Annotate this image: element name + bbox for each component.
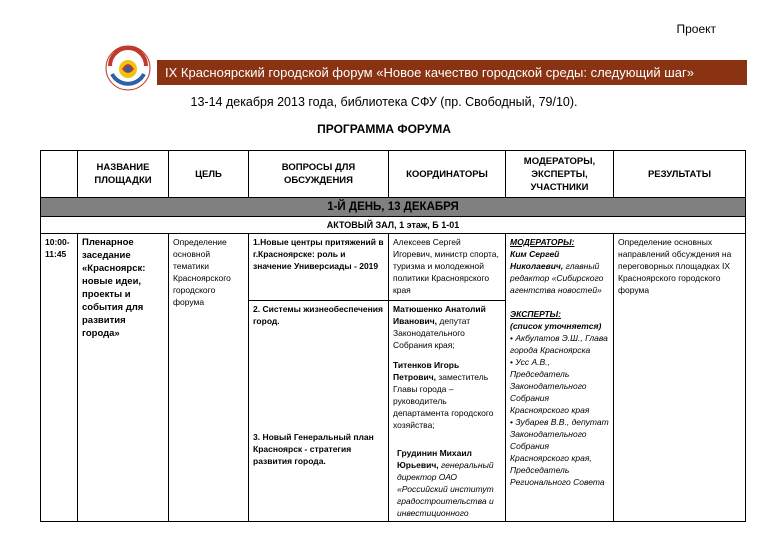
table-row [41, 234, 746, 522]
question-3: 3. Новый Генеральный план Красноярск - стратегия развития города. [253, 432, 374, 466]
draft-label: Проект [676, 22, 716, 36]
coordinator-4-role: генеральный директор ОАО «Российский институт градостроительства и инвестиционного [397, 460, 494, 518]
expert-2-name: Усс А.В., [515, 357, 550, 367]
expert-2 [510, 356, 609, 416]
header-coordinators: КООРДИНАТОРЫ [389, 151, 506, 198]
header-moderators: МОДЕРАТОРЫ, ЭКСПЕРТЫ, УЧАСТНИКИ [506, 151, 614, 198]
coordinator-3-role: заместитель Главы города – руководитель департамента городского хозяйства; [393, 372, 494, 430]
question-1: 1.Новые центры притяжений в г.Красноярске: роль и значение Универсиады - 2019 [253, 237, 384, 271]
header-time [41, 151, 78, 198]
header-venue: НАЗВАНИЕ ПЛОЩАДКИ [78, 151, 169, 198]
experts-heading: ЭКСПЕРТЫ: [510, 309, 562, 319]
session-venue: Пленарное заседание «Красноярск: новые идеи, проекты и события для развития города» [78, 234, 169, 522]
program-title: ПРОГРАММА ФОРУМА [317, 122, 451, 136]
forum-title-banner: IX Красноярский городской форум «Новое качество городской среды: следующий шаг» [157, 60, 747, 85]
header-questions: ВОПРОСЫ ДЛЯ ОБСУЖДЕНИЯ [249, 151, 389, 198]
hall-heading: АКТОВЫЙ ЗАЛ, 1 этаж, Б 1-01 [41, 217, 746, 234]
header-goal: ЦЕЛЬ [169, 151, 249, 198]
expert-3 [510, 416, 609, 488]
coordinator-2-role: депутат Законодательного Собрания края; [393, 316, 471, 350]
coordinator-2-name: Матюшенко Анатолий Иванович, [393, 304, 486, 326]
coordinator-3 [389, 353, 505, 433]
coordinator-2 [389, 300, 505, 353]
experts-note: (список уточняется) [510, 321, 602, 331]
forum-logo [104, 44, 152, 92]
day-heading: 1-Й ДЕНЬ, 13 ДЕКАБРЯ [41, 198, 746, 217]
coordinator-1: Алексеев Сергей Игоревич, министр спорта, туризма и молодежной политики Красноярского края [393, 237, 499, 295]
moderator-role: главный редактор «Сибирского агентства новостей» [510, 261, 604, 295]
expert-1-role: Глава города Красноярска [510, 333, 608, 355]
program-table [40, 150, 746, 522]
coordinator-4-name: Грудинин Михаил Юрьевич, [397, 448, 472, 470]
expert-3-name: Зубарев В.В., [515, 417, 570, 427]
session-time: 10:00-11:45 [41, 234, 78, 522]
moderator-name: Ким Сергей Николаевич, [510, 249, 564, 271]
expert-2-role: Председатель Законодательного Собрания Красноярского края [510, 369, 590, 415]
forum-date-location: 13-14 декабря 2013 года, библиотека СФУ (пр. Свободный, 79/10). [190, 95, 578, 109]
coordinator-3-name: Титенков Игорь Петрович, [393, 360, 460, 382]
session-goal: Определение основной тематики Красноярского городского форума [169, 234, 249, 522]
expert-1 [510, 332, 609, 356]
session-questions [249, 234, 389, 522]
expert-3-role: депутат Законодательного Собрания Красноярского края, Председатель Регионального Совета [510, 417, 609, 487]
day-row [41, 198, 746, 217]
hall-row [41, 217, 746, 234]
moderators-heading: МОДЕРАТОРЫ: [510, 237, 575, 247]
header-results: РЕЗУЛЬТАТЫ [614, 151, 746, 198]
table-header-row [41, 151, 746, 198]
coordinator-4 [389, 433, 505, 521]
moderator-entry [510, 248, 609, 296]
expert-1-name: Акбулатов Э.Ш., [515, 333, 583, 343]
session-results: Определение основных направлений обсуждения на переговорных площадках IX Красноярского городского форума [614, 234, 746, 522]
session-coordinators [389, 234, 506, 522]
question-2: 2. Системы жизнеобеспечения город. [249, 300, 388, 429]
session-moderators [506, 234, 614, 522]
